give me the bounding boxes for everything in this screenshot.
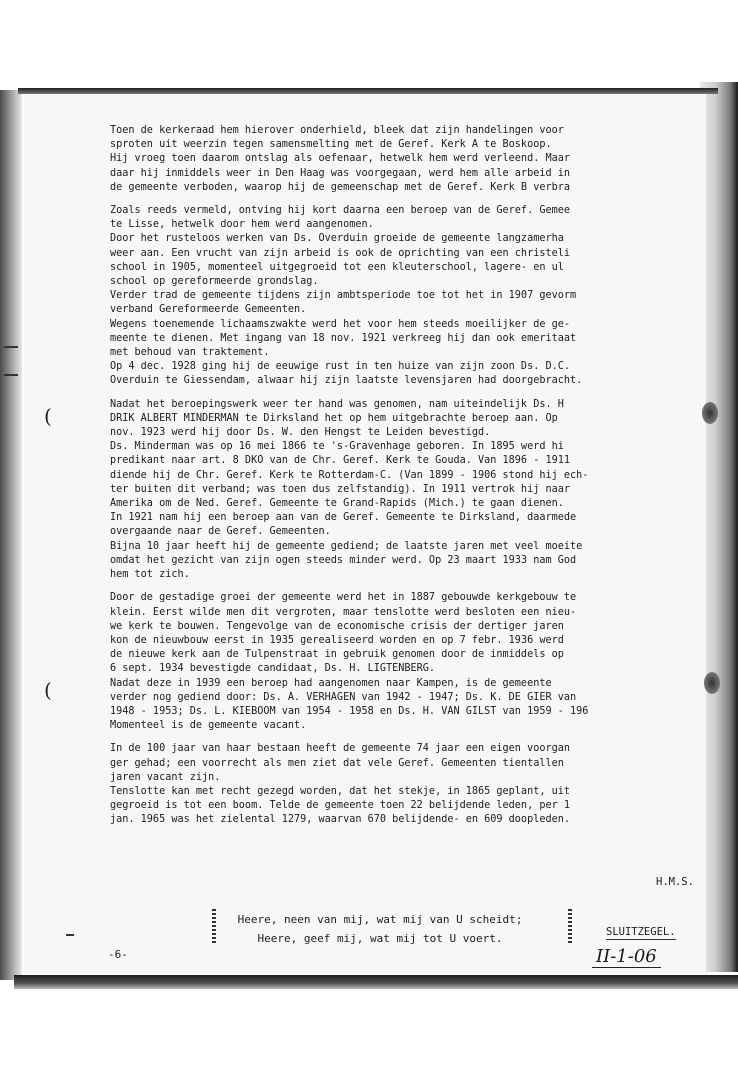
closing-poem (220, 910, 540, 948)
text-line: school op gereformeerde grondslag. (110, 276, 319, 288)
paragraph (110, 204, 702, 389)
text-line: hem tot zich. (110, 569, 190, 581)
text-line: Bijna 10 jaar heeft hij de gemeente gediend; de laatste jaren met veel moeite (110, 540, 583, 552)
text-line: kon de nieuwbouw eerst in 1935 gerealiseerd worden en op 7 febr. 1936 werd (110, 634, 564, 646)
text-line: jaren vacant zijn. (110, 771, 221, 783)
text-line: Door het rusteloos werken van Ds. Overduin groeide de gemeente langzamerha (110, 233, 564, 245)
margin-tick-mark (4, 346, 18, 348)
text-line: verder nog gediend door: Ds. A. VERHAGEN van 1942 - 1947; Ds. K. DE GIER van (110, 691, 577, 703)
page-number: -6- (108, 948, 128, 961)
text-line: weer aan. Een vrucht van zijn arbeid is ook de oprichting van een christeli (110, 247, 571, 259)
text-line: daar hij inmiddels weer in Den Haag was voorgegaan, werd hem alle arbeid in (110, 167, 571, 179)
text-line: predikant naar art. 8 DKO van de Chr. Geref. Kerk te Gouda. Van 1896 - 1911 (110, 455, 571, 467)
text-line: ter buiten dit verband; was toen dus zelfstandig). In 1911 vertrok hij naar (110, 483, 571, 495)
text-line: Hij vroeg toen daarom ontslag als oefenaar, hetwelk hem werd verleend. Maar (110, 153, 571, 165)
paragraph (110, 591, 702, 733)
page-bottom-shadow (14, 975, 738, 989)
text-line: Verder trad de gemeente tijdens zijn ambtsperiode toe tot het in 1907 gevorm (110, 290, 577, 302)
text-line: Momenteel is de gemeente vacant. (110, 720, 307, 732)
margin-dash (66, 934, 74, 936)
text-line: nov. 1923 werd hij door Ds. W. den Hengst te Leiden bevestigd. (110, 427, 491, 439)
seal-label: SLUITZEGEL. (606, 926, 676, 938)
text-line: omdat het gezicht van zijn ogen steeds minder werd. Op 23 maart 1933 nam God (110, 554, 577, 566)
text-line: Op 4 dec. 1928 ging hij de eeuwige rust in ten huize van zijn zoon Ds. D.C. (110, 361, 571, 373)
text-line: diende hij de Chr. Geref. Kerk te Rotterdam-C. (Van 1899 - 1906 stond hij ech- (110, 469, 589, 481)
text-line: sproten uit weerzin tegen samensmelting met de Geref. Kerk A te Boskoop. (110, 139, 552, 151)
text-line: Amerika om de Ned. Geref. Gemeente te Grand-Rapids (Mich.) te gaan dienen. (110, 498, 564, 510)
text-line: verband Gereformeerde Gemeenten. (110, 304, 307, 316)
text-line: met behoud van traktement. (110, 347, 270, 359)
text-line: Toen de kerkeraad hem hierover onderhield, bleek dat zijn handelingen voor (110, 125, 564, 136)
paragraph (110, 398, 702, 583)
punch-hole (702, 402, 718, 424)
binding-shadow-left (0, 90, 22, 980)
text-line: de nieuwe kerk aan de Tulpenstraat in gebruik genomen door de inmiddels op (110, 649, 564, 661)
text-line: Zoals reeds vermeld, ontving hij kort daarna een beroep van de Geref. Gemee (110, 205, 571, 217)
text-line: we kerk te bouwen. Tengevolge van de economische crisis der dertiger jaren (110, 620, 564, 632)
text-line: overgaande naar de Geref. Gemeenten. (110, 526, 331, 538)
text-line: te Lisse, hetwelk door hem werd aangenomen. (110, 219, 374, 231)
poem-line: Heere, neen van mij, wat mij van U scheidt; (237, 913, 523, 926)
text-line: Door de gestadige groei der gemeente werd het in 1887 gebouwde kerkgebouw te (110, 592, 577, 604)
margin-bracket-mark: ( (44, 404, 52, 428)
poem-left-bar (212, 909, 216, 945)
handwritten-annotation: II-1-06 (592, 946, 661, 968)
text-line: 6 sept. 1934 bevestigde candidaat, Ds. H. LIGTENBERG. (110, 663, 436, 675)
text-line: Tenslotte kan met recht gezegd worden, dat het stekje, in 1865 geplant, uit (110, 785, 571, 797)
text-line: jan. 1965 was het zielental 1279, waarvan 670 belijdende- en 609 doopleden. (110, 814, 571, 826)
text-line: school in 1905, momenteel uitgegroeid tot een kleuterschool, lagere- en ul (110, 261, 564, 273)
text-line: de gemeente verboden, waarop hij de gemeenschap met de Geref. Kerk B verbra (110, 181, 571, 193)
text-line: gegroeid is tot een boom. Telde de gemeente toen 22 belijdende leden, per 1 (110, 800, 571, 812)
punch-hole (704, 672, 720, 694)
text-line: 1948 - 1953; Ds. L. KIEBOOM van 1954 - 1958 en Ds. H. VAN GILST van 1959 - 196 (110, 705, 589, 717)
text-line: Overduin te Giessendam, alwaar hij zijn laatste levensjaren had doorgebracht. (110, 375, 583, 387)
author-initials: H.M.S. (656, 876, 694, 888)
text-line: Ds. Minderman was op 16 mei 1866 te 's-Gravenhage geboren. In 1895 werd hi (110, 441, 564, 453)
text-line: In 1921 nam hij een beroep aan van de Geref. Gemeente te Dirksland, daarmede (110, 512, 577, 524)
paragraph (110, 742, 702, 827)
text-line: meente te dienen. Met ingang van 18 nov. 1921 verkreeg hij dan ook emeritaat (110, 332, 577, 344)
text-line: Nadat deze in 1939 een beroep had aangenomen naar Kampen, is de gemeente (110, 677, 552, 689)
text-line: DRIK ALBERT MINDERMAN te Dirksland het op hem uitgebrachte beroep aan. Op (110, 412, 558, 424)
text-line: In de 100 jaar van haar bestaan heeft de gemeente 74 jaar een eigen voorgan (110, 743, 571, 755)
text-line: klein. Eerst wilde men dit vergroten, maar tenslotte werd besloten een nieu- (110, 606, 577, 618)
text-line: ger gehad; een voorrecht als men ziet dat vele Geref. Gemeenten tientallen (110, 757, 564, 769)
poem-line: Heere, geef mij, wat mij tot U voert. (257, 932, 503, 945)
text-line: Wegens toenemende lichaamszwakte werd het voor hem steeds moeilijker de ge- (110, 318, 571, 330)
document-body (110, 124, 702, 832)
text-line: Nadat het beroepingswerk weer ter hand was genomen, nam uiteindelijk Ds. H (110, 398, 564, 410)
paragraph (110, 124, 702, 195)
margin-bracket-mark: ( (44, 678, 52, 702)
poem-right-bar (568, 909, 572, 945)
margin-tick-mark (4, 374, 18, 376)
